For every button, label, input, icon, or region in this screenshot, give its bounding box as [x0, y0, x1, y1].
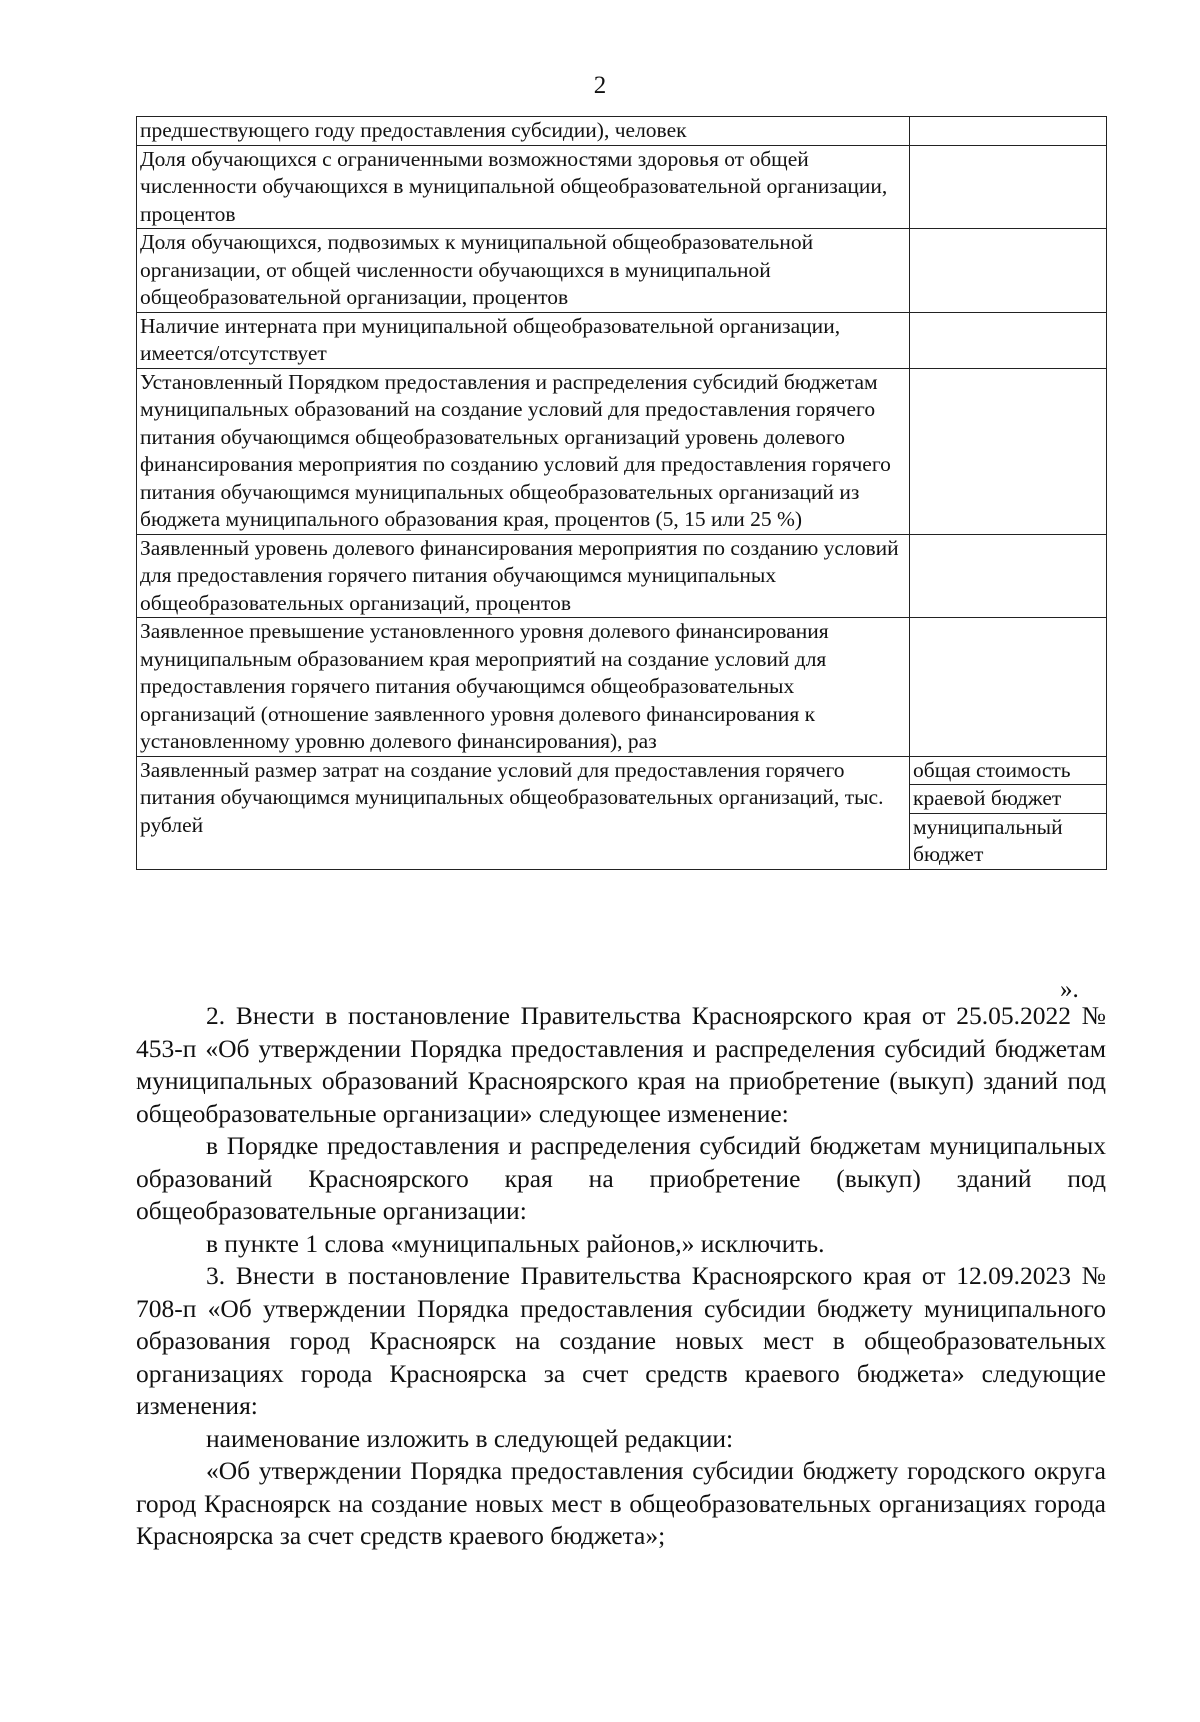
paragraph: «Об утверждении Порядка предоставления субсидии бюджету городского округа город Красноярск на создание новых мест в общеобразовательных организациях города Красноярска за счет средств краевого бюджета»;	[136, 1456, 1106, 1550]
table-row	[137, 229, 1107, 313]
closing-quote: ».	[1060, 976, 1079, 1003]
row-value	[910, 368, 1107, 534]
row-label: Наличие интерната при муниципальной общеобразовательной организации, имеется/отсутствует	[137, 312, 910, 368]
row-label: предшествующего году предоставления субсидии), человек	[137, 117, 910, 146]
paragraph: 3. Внести в постановление Правительства Красноярского края от 12.09.2023 № 708-п «Об утверждении Порядка предоставления субсидии бюджету муниципального образования город Красноярск на создание новых мест в общеобразовательных организациях города Красноярска за счет средств краевого бюджета» следующие изменения:	[136, 1261, 1106, 1420]
row-label: Доля обучающихся с ограниченными возможностями здоровья от общей численности обучающихся в муниципальной общеобразовательной организации, процентов	[137, 145, 910, 229]
cost-breakdown-table	[910, 757, 1106, 869]
table-row	[137, 312, 1107, 368]
cost-breakdown	[910, 756, 1107, 869]
table-row	[137, 368, 1107, 534]
paragraph: наименование изложить в следующей редакции:	[206, 1423, 734, 1453]
indicators-table	[136, 116, 1107, 870]
row-label: Установленный Порядком предоставления и распределения субсидий бюджетам муниципальных образований на создание условий для предоставления горячего питания обучающимся общеобразовательных организаций уровень долевого финансирования мероприятия по созданию условий для предоставления горячего питания обучающимся муниципальных общеобразовательных организаций из бюджета муниципального образования края, процентов (5, 15 или 25 %)	[137, 368, 910, 534]
row-label: Доля обучающихся, подвозимых к муниципальной общеобразовательной организации, от общей численности обучающихся в муниципальной общеобразовательной организации, процентов	[137, 229, 910, 313]
row-value	[910, 145, 1107, 229]
row-label: Заявленный уровень долевого финансирования мероприятия по созданию условий для предоставления горячего питания обучающимся муниципальных общеобразовательных организаций, процентов	[137, 534, 910, 618]
table-row	[137, 534, 1107, 618]
row-value	[910, 229, 1107, 313]
paragraph: 2. Внести в постановление Правительства Красноярского края от 25.05.2022 № 453-п «Об утверждении Порядка предоставления и распределения субсидий бюджетам муниципальных образований Красноярского края на приобретение (выкуп) зданий под общеобразовательные организации» следующее изменение:	[136, 1001, 1106, 1128]
row-label: Заявленное превышение установленного уровня долевого финансирования муниципальным образованием края мероприятий на создание условий для предоставления горячего питания обучающимся общеобразовательных организаций (отношение заявленного уровня долевого финансирования к установленному уровню долевого финансирования), раз	[137, 618, 910, 757]
table-row	[137, 117, 1107, 146]
row-value	[910, 312, 1107, 368]
table-row	[137, 145, 1107, 229]
row-label: Заявленный размер затрат на создание условий для предоставления горячего питания обучающимся муниципальных общеобразовательных организаций, тыс. рублей	[137, 756, 910, 869]
paragraph: в Порядке предоставления и распределения субсидий бюджетам муниципальных образований Красноярского края на приобретение (выкуп) зданий под общеобразовательные организации:	[136, 1131, 1106, 1225]
row-value	[910, 618, 1107, 757]
row-value	[910, 534, 1107, 618]
table-row-costs	[137, 756, 1107, 869]
cost-total-label: общая стоимость	[910, 757, 1106, 785]
page-number: 2	[593, 72, 607, 99]
table-row	[137, 618, 1107, 757]
paragraph: в пункте 1 слова «муниципальных районов,» исключить.	[206, 1228, 825, 1258]
cost-regional-label: краевой бюджет	[910, 785, 1106, 814]
cost-municipal-label: муниципальный бюджет	[913, 814, 1063, 866]
row-value	[910, 117, 1107, 146]
document-body	[136, 1000, 1106, 1553]
